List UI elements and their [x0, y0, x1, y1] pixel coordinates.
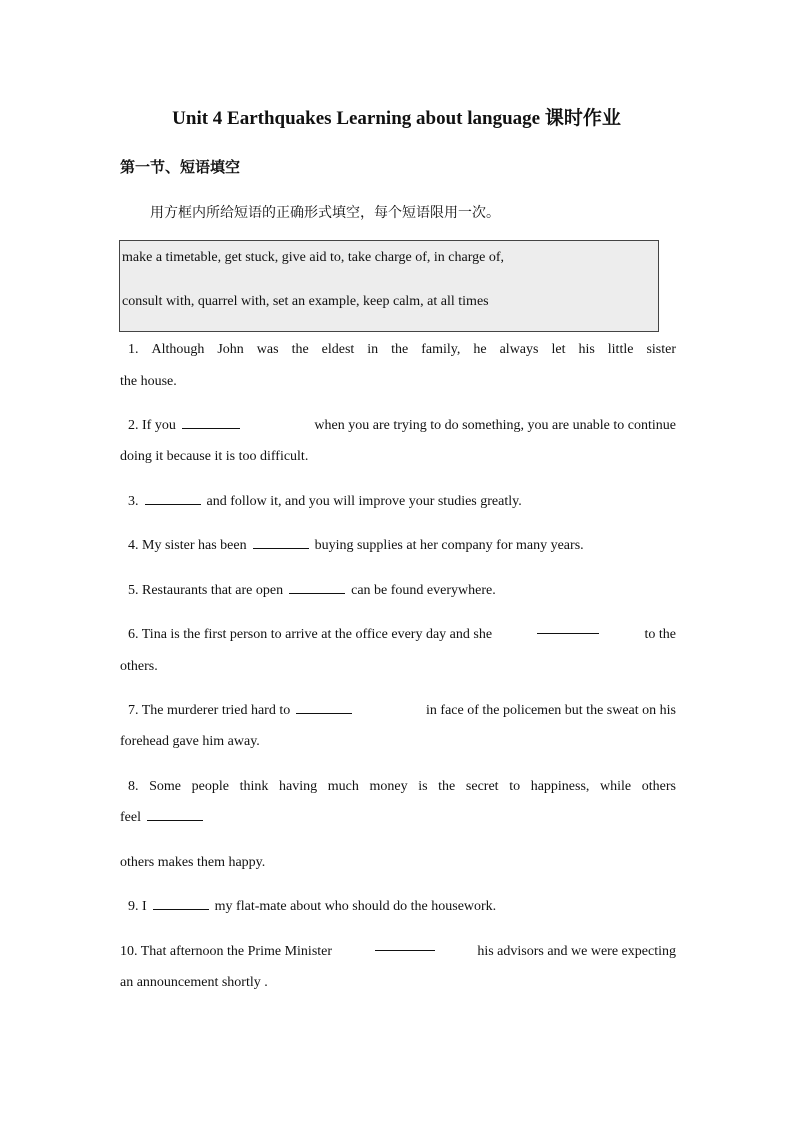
answer-blank[interactable]	[153, 895, 209, 910]
question-2-line-2: doing it because it is too difficult.	[120, 449, 309, 464]
question-10: 10. That afternoon the Prime Minister his advisors and we were expecting	[120, 936, 676, 967]
section-heading: 第一节、短语填空	[120, 158, 241, 176]
question-2: 2. If you when you are trying to do something, you are unable to continue	[128, 410, 676, 441]
answer-blank[interactable]	[375, 936, 435, 951]
question-2-text: 2. If you	[128, 410, 246, 441]
question-4: 4. My sister has been buying supplies at her company for many years.	[128, 530, 684, 561]
answer-blank[interactable]	[145, 490, 201, 505]
question-8-line-2: feel	[120, 802, 676, 833]
question-1-line-2: the house.	[120, 374, 177, 389]
answer-blank[interactable]	[537, 619, 599, 634]
question-8-line-3: others makes them happy.	[120, 855, 266, 870]
word-box-line: make a timetable, get stuck, give aid to, take charge of, in charge of,	[122, 250, 505, 265]
answer-blank[interactable]	[147, 806, 203, 821]
question-5: 5. Restaurants that are open can be found everywhere.	[128, 575, 684, 606]
question-6: 6. Tina is the first person to arrive at the office every day and she to the	[128, 619, 676, 650]
question-7-text: 7. The murderer tried hard to	[128, 695, 358, 726]
answer-blank[interactable]	[296, 699, 352, 714]
word-box-line: consult with, quarrel with, set an example, keep calm, at all times	[122, 294, 489, 309]
question-6-line-2: others.	[120, 659, 158, 674]
question-10-line-2: an announcement shortly .	[120, 975, 268, 990]
question-7-line-2: forehead gave him away.	[120, 734, 260, 749]
answer-blank[interactable]	[289, 579, 345, 594]
question-8: 8. Some people think having much money is the secret to happiness, while others	[128, 779, 676, 794]
question-9: 9. I my flat-mate about who should do the housework.	[128, 891, 684, 922]
question-1	[128, 334, 676, 365]
answer-blank[interactable]	[182, 414, 240, 429]
question-7: 7. The murderer tried hard to in face of the policemen but the sweat on his	[128, 695, 676, 726]
word-box	[119, 240, 659, 332]
question-3: 3. and follow it, and you will improve your studies greatly.	[128, 486, 684, 517]
instruction-text: 用方框内所给短语的正确形式填空，每个短语限用一次。	[150, 205, 500, 221]
answer-blank[interactable]	[253, 534, 309, 549]
question-1-line-1: 1. Although John was the eldest in the family, he always let his little sister	[128, 342, 676, 357]
page-title: Unit 4 Earthquakes Learning about language 课时作业	[172, 108, 621, 129]
